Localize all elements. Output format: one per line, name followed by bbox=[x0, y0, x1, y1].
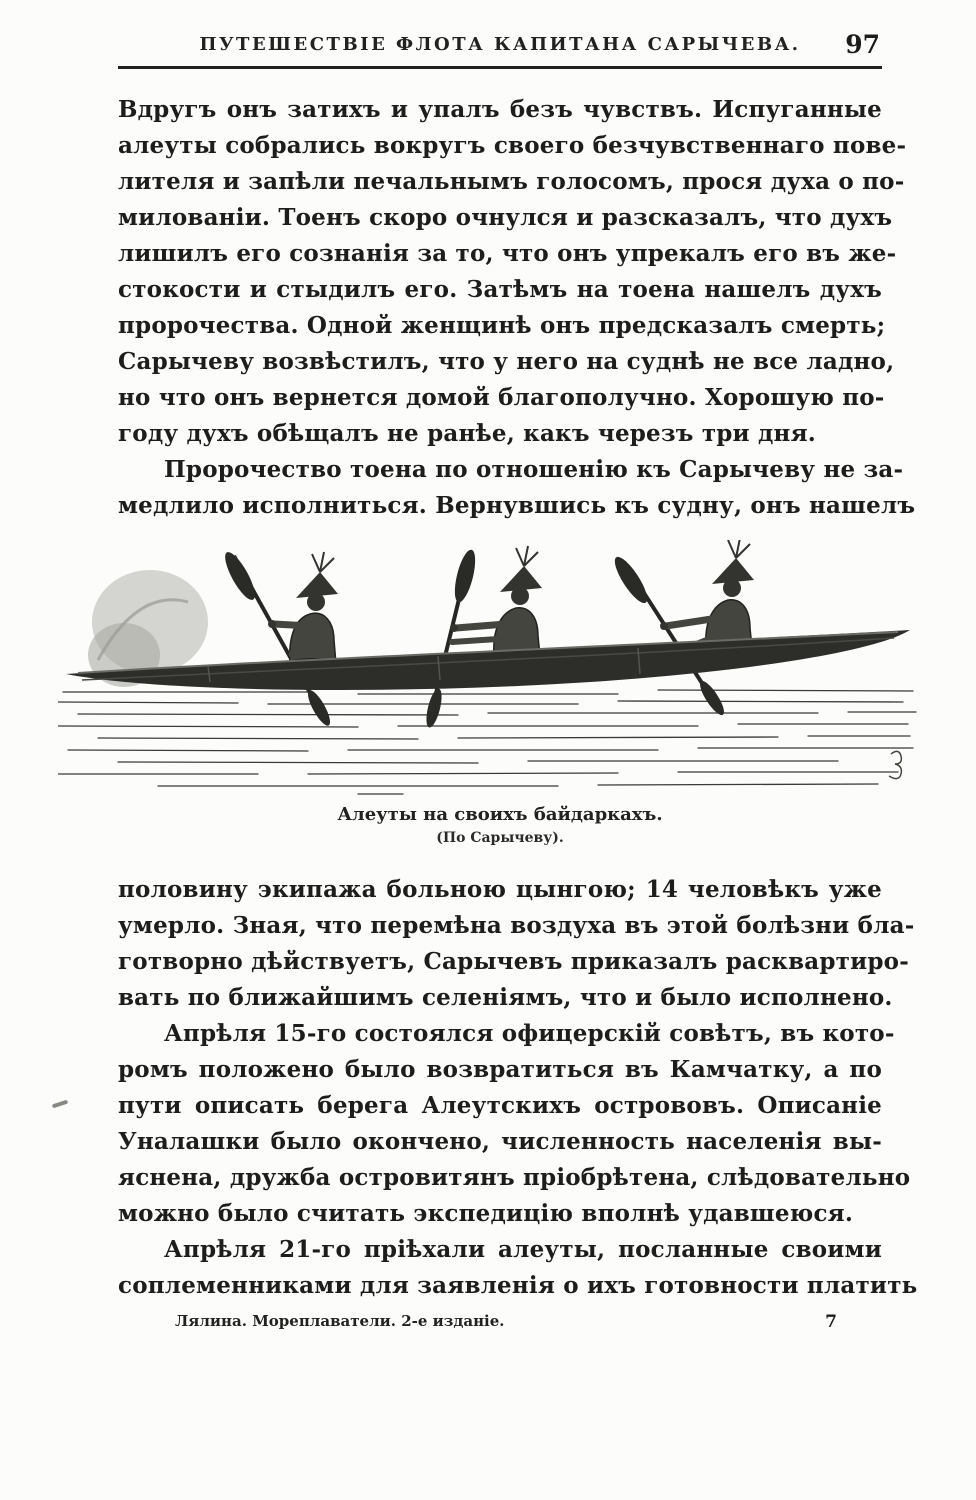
text-line: половину экипажа больною цынгою; 14 человѣкъ уже bbox=[118, 876, 882, 903]
text-line: Апрѣля 21-го пріѣхали алеуты, посланные своими bbox=[164, 1236, 882, 1263]
text-line: Пророчество тоена по отношенію къ Сарычеву не за- bbox=[164, 456, 904, 483]
hat-feathers bbox=[516, 546, 538, 566]
text-line: умерло. Зная, что перемѣна воздуха въ этой болѣзни бла- bbox=[118, 912, 915, 939]
text-line: Апрѣля 15-го состоялся офицерскій совѣтъ, въ кото- bbox=[164, 1020, 895, 1047]
running-title: ПУТЕШЕСТВІЕ ФЛОТА КАПИТАНА САРЫЧЕВА. bbox=[199, 34, 801, 55]
text-line: лителя и запѣли печальнымъ голосомъ, прося духа о по- bbox=[118, 168, 905, 195]
text-line: стокости и стыдилъ его. Затѣмъ на тоена нашелъ духъ bbox=[118, 276, 882, 303]
text-block-upper bbox=[118, 92, 916, 524]
text-line: году духъ обѣщалъ не ранѣе, какъ черезъ три дня. bbox=[118, 420, 816, 447]
caption-title: Алеуты на своихъ байдаркахъ. bbox=[337, 804, 663, 825]
hat-feathers bbox=[728, 540, 750, 558]
text-block-lower bbox=[118, 872, 918, 1304]
text-line: яснена, дружба островитянъ пріобрѣтена, слѣдовательно bbox=[118, 1164, 911, 1191]
scan-artifact bbox=[52, 1100, 68, 1109]
hat-feathers bbox=[312, 552, 334, 572]
baidarka-illustration bbox=[58, 540, 918, 798]
text-line: Вдругъ онъ затихъ и упалъ безъ чувствъ. Испуганные bbox=[118, 96, 882, 123]
header-rule bbox=[118, 66, 882, 69]
text-line: пути описать берега Алеутскихъ острововъ. Описаніе bbox=[118, 1092, 882, 1119]
text-line: можно было считать экспедицію вполнѣ удавшеюся. bbox=[118, 1200, 854, 1227]
text-line: милованіи. Тоенъ скоро очнулся и разсказалъ, что духъ bbox=[118, 204, 893, 231]
text-line: вать по ближайшимъ селеніямъ, что и было исполнено. bbox=[118, 984, 893, 1011]
imprint: Лялина. Мореплаватели. 2-е изданіе. bbox=[175, 1312, 505, 1330]
page-number: 97 bbox=[845, 30, 880, 59]
text-line: медлило исполниться. Вернувшись къ судну, онъ нашелъ bbox=[118, 492, 916, 519]
text-line: Сарычеву возвѣстилъ, что у него на суднѣ не все ладно, bbox=[118, 348, 895, 375]
illustration-caption bbox=[118, 804, 882, 846]
water-lines bbox=[58, 690, 916, 794]
text-line: пророчества. Одной женщинѣ онъ предсказалъ смерть; bbox=[118, 312, 886, 339]
signature-number: 7 bbox=[825, 1312, 837, 1332]
text-line: соплеменниками для заявленія о ихъ готовности платить bbox=[118, 1272, 918, 1299]
text-line: ромъ положено было возвратиться въ Камчатку, а по bbox=[118, 1056, 882, 1083]
text-line: готворно дѣйствуетъ, Сарычевъ приказалъ расквартиро- bbox=[118, 948, 909, 975]
text-line: но что онъ вернется домой благополучно. Хорошую по- bbox=[118, 384, 885, 411]
paddler-figure bbox=[268, 552, 341, 670]
caption-credit: (По Сарычеву). bbox=[436, 830, 564, 846]
text-line: Уналашки было окончено, численность населенія вы- bbox=[118, 1128, 882, 1155]
text-line: алеуты собрались вокругъ своего безчувственнаго пове- bbox=[118, 132, 907, 159]
engraver-mark bbox=[889, 751, 901, 778]
page-footer bbox=[118, 1312, 882, 1336]
page-header bbox=[118, 30, 882, 64]
text-line: лишилъ его сознанія за то, что онъ упрекалъ его въ же- bbox=[118, 240, 897, 267]
baidarka-engraving bbox=[58, 540, 918, 798]
